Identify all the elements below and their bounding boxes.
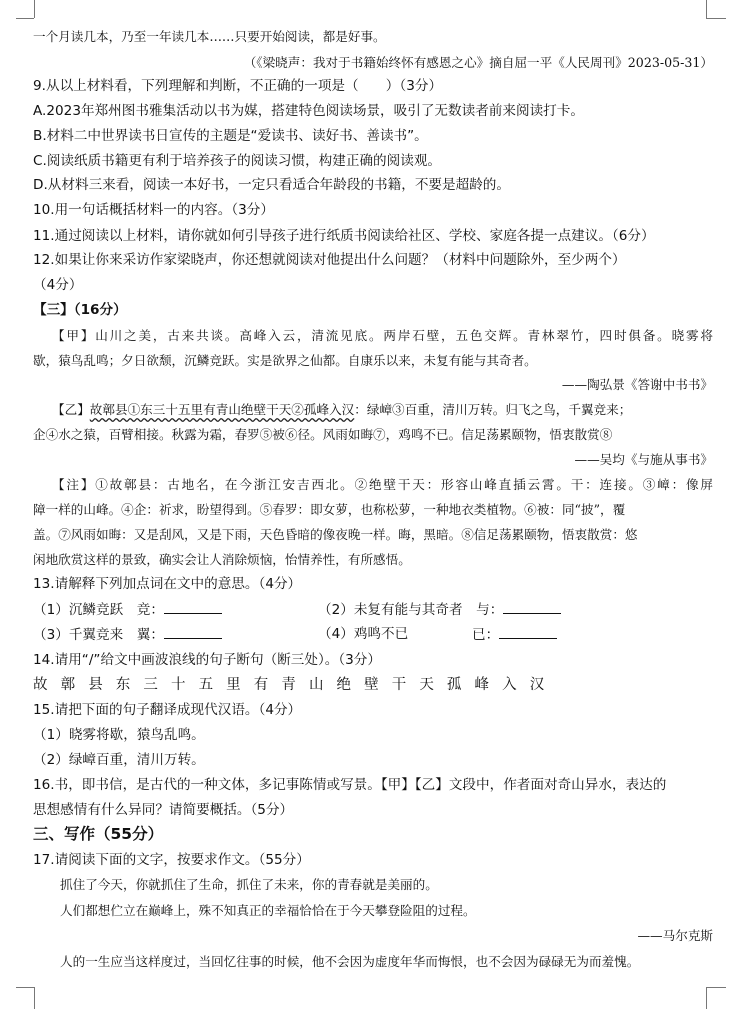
writing-prompt-line-1: 抓住了今天，你就抓住了生命，抓住了未来，你的青春就是美丽的。 [60,877,438,892]
notes-line-3: 盖。⑦风雨如晦：又是刮风，又是下雨，天色昏暗的像夜晚一样。晦，黑暗。⑧信足荡累颐物，悟衷散赏：悠 [33,527,638,542]
crop-mark-bottom-right-h [706,987,726,988]
answer-blank[interactable] [164,600,222,614]
question-13-item-1-text: （1）沉鳞竞跃 竞： [33,602,164,618]
sentence-character: 故 [33,677,48,693]
passage-yi-label: 【乙】 [52,402,90,417]
question-14: 14.请用“/”给文中画波浪线的句子断句（断三处）。（3分） [33,652,381,668]
question-17: 17.请阅读下面的文字，按要求作文。（55分） [33,852,310,868]
option-a: A.2023年郑州图书雅集活动以书为媒，搭建特色阅读场景，吸引了无数读者前来阅读打卡。 [33,103,584,119]
question-13-item-1 [33,600,333,619]
passage-jia-source: ——陶弘景《答谢中书书》 [561,377,713,392]
option-b: B.材料二中世界读书日宣传的主题是“爱读书、读好书、善读书”。 [33,128,428,144]
question-13-item-4-label: 已： [472,627,500,643]
answer-blank[interactable] [503,600,561,614]
option-d: D.从材料三来看，阅读一本好书，一定只看适合年龄段的书籍，不要是超龄的。 [33,177,510,193]
sentence-character: 孤 [446,677,462,693]
question-14-characters [33,676,713,694]
answer-blank[interactable] [499,625,557,639]
sentence-character: 壁 [364,677,379,693]
writing-prompt-source: ——马尔克斯 [637,928,713,943]
wavy-sentence: 故鄣县①东三十五里有青山绝壁干天②孤峰入汉 [89,402,355,417]
passage-line: 一个月读几本，乃至一年读几本……只要开始阅读，都是好事。 [33,29,386,44]
section-3-heading: 【三】（16分） [33,302,127,318]
sentence-character: 绝 [336,677,352,693]
sentence-character: 天 [419,677,434,693]
question-13-item-4: （4）鸡鸣不已 [318,626,409,642]
passage-yi-line-2: 企④水之猿，百臂相接。秋露为霜，春罗⑤被⑥径。风雨如晦⑦，鸡鸣不已。信足荡累颐物，悟衷散赏⑧ [33,427,613,442]
notes-line-1: 【注】①故鄣县：古地名，在今浙江安吉西北。②绝壁干天：形容山峰直插云霄。干：连接。③嶂：像屏 [52,477,713,492]
crop-mark-top-left-h [16,18,34,19]
passage-source: （《梁晓声：我对于书籍始终怀有感恩之心》摘自屈一平《人民周刊》2023-05-31） [243,55,713,70]
passage-jia-line-1: 【甲】山川之美，古来共谈。高峰入云，清流见底。两岸石壁，五色交辉。青林翠竹，四时俱备。晓雾将 [52,328,713,343]
crop-mark-top-right [706,0,707,18]
writing-prompt-line-3: 人的一生应当这样度过，当回忆往事的时候，他不会因为虚度年华而悔恨，也不会因为碌碌无为而羞愧。 [60,954,640,969]
sentence-character: 入 [502,677,517,693]
question-13-item-3-text: （3）千翼竞来 翼： [33,627,164,643]
answer-blank[interactable] [164,625,222,639]
option-c: C.阅读纸质书籍更有利于培养孩子的阅读习惯，构建正确的阅读观。 [33,153,442,169]
question-15: 15.请把下面的句子翻译成现代汉语。（4分） [33,702,302,718]
passage-jia-line-2: 歇，猿鸟乱鸣；夕日欲颓，沉鳞竞跃。实是欲界之仙都。自康乐以来，未复有能与其奇者。 [33,353,537,368]
question-15-item-2: （2）绿嶂百重，清川万转。 [33,752,205,768]
sentence-character: 山 [308,677,324,693]
sentence-character: 里 [226,677,241,693]
writing-prompt-line-2: 人们都想伫立在巅峰上，殊不知真正的幸福恰恰在于今天攀登险阻的过程。 [60,903,476,918]
sentence-character: 青 [281,677,296,693]
question-13-item-2 [318,600,618,619]
question-12: 12.如果让你来采访作家梁晓声，你还想就阅读对他提出什么问题？（材料中问题除外，至少两个） [33,252,626,268]
sentence-character: 有 [253,677,269,693]
question-9: 9.从以上材料看，下列理解和判断，不正确的一项是（ ）（3分） [33,78,443,94]
question-16-line-1: 16.书，即书信，是古代的一种文体，多记事陈情或写景。【甲】【乙】文段中，作者面对奇山异水，表达的 [33,777,667,793]
question-13-item-4-answer [472,625,612,644]
passage-yi-line-1 [52,401,713,419]
crop-mark-top-left [34,0,35,18]
notes-line-2: 障一样的山峰。④企：祈求，盼望得到。⑤春罗：即女萝，也称松萝，一种地衣类植物。⑥被：同“披”，覆 [33,502,626,517]
sentence-character: 县 [88,677,103,693]
sentence-character: 三 [143,677,158,693]
sentence-character: 汉 [529,677,545,693]
crop-mark-bottom-right [706,987,707,1009]
crop-mark-top-right-h [706,18,726,19]
sentence-character: 五 [198,677,214,693]
question-15-item-1: （1）晓雾将歇，猿鸟乱鸣。 [33,727,205,743]
question-12-score: （4分） [33,277,83,293]
sentence-character: 峰 [474,677,489,693]
passage-yi-source: ——吴均《与施从事书》 [574,452,713,467]
crop-mark-bottom-left [34,987,35,1009]
question-16-line-2: 思想感情有什么异同？请简要概括。（5分） [33,802,294,818]
question-13-item-3 [33,625,333,644]
question-13-item-2-text: （2）未复有能与其奇者 与： [318,602,504,618]
sentence-character: 鄣 [60,677,76,693]
question-13: 13.请解释下列加点词在文中的意思。（4分） [33,576,302,592]
sentence-character: 干 [391,677,407,693]
question-10: 10.用一句话概括材料一的内容。（3分） [33,202,274,218]
section-writing-heading: 三、写作（55分） [33,825,164,843]
question-11: 11.通过阅读以上材料，请你就如何引导孩子进行纸质书阅读给社区、学校、家庭各提一点建议。（6分） [33,228,655,244]
passage-yi-line-1-rest: ：绿嶂③百重，清川万转。归飞之鸟，千翼竞来； [354,402,632,417]
crop-mark-bottom-left-h [16,987,34,988]
sentence-character: 东 [115,677,131,693]
notes-line-4: 闲地欣赏这样的景致，确实会让人消除烦恼，怡情养性，有所感悟。 [33,552,411,567]
sentence-character: 十 [170,677,186,693]
